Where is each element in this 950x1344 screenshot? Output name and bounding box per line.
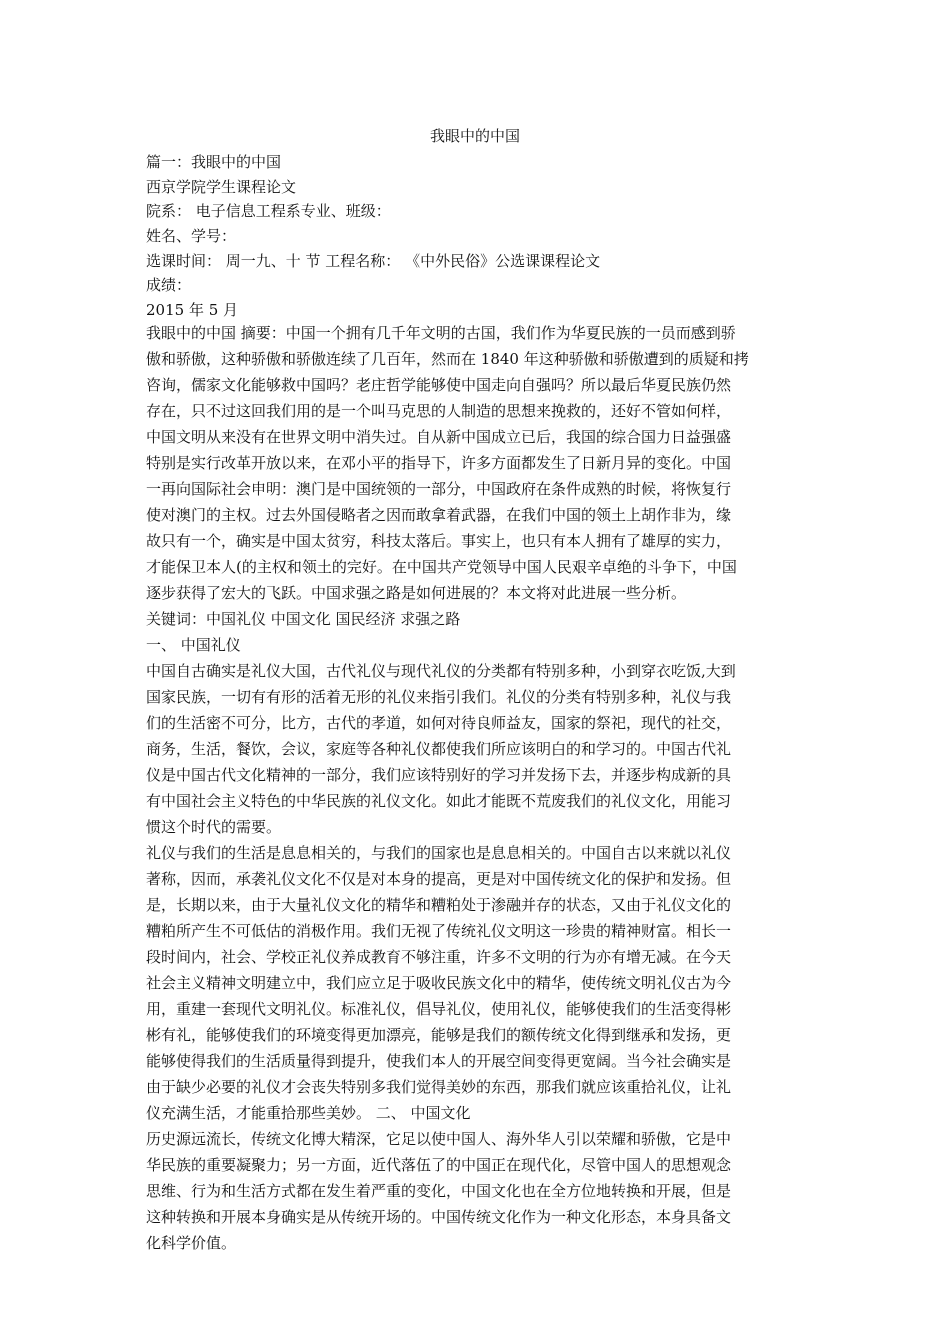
meta-line-5: 选课时间： 周一九、十 节 工程名称： 《中外民俗》公选课课程论文 [146,252,601,270]
paragraph-3 [146,1126,812,1256]
text-line: 著称，因而，承袭礼仪文化不仅是对本身的提高，更是对中国传统文化的保护和发扬。但 [146,870,732,888]
text-line: 礼仪与我们的生活是息息相关的，与我们的国家也是息息相关的。中国自古以来就以礼仪 [146,844,732,862]
text-line: 惯这个时代的需要。 [146,818,282,836]
text-line: 咨询，儒家文化能够救中国吗？老庄哲学能够使中国走向自强吗？所以最后华夏民族仍然 [146,376,732,394]
meta-line-3: 院系： 电子信息工程系专业、班级： [146,202,391,220]
text-line: 思维、行为和生活方式都在发生着严重的变化，中国文化也在全方位地转换和开展，但是 [146,1182,732,1200]
text-line: 是，长期以来，由于大量礼仪文化的精华和糟粕处于渗融并存的状态，又由于礼仪文化的 [146,896,732,914]
text-line: 糟粕所产生不可低估的消极作用。我们无视了传统礼仪文明这一珍贵的精神财富。相长一 [146,922,732,940]
text-line: 使对澳门的主权。过去外国侵略者之因而敢拿着武器，在我们中国的领土上胡作非为，缘 [146,506,732,524]
text-line: 社会主义精神文明建立中，我们应立足于吸收民族文化中的精华，使传统文明礼仪古为今 [146,974,732,992]
text-line: 一再向国际社会申明：澳门是中国统领的一部分，中国政府在条件成熟的时候，将恢复行 [146,480,732,498]
meta-line-7: 2015 年 5 月 [146,301,239,319]
section-heading-text: 一、 中国礼仪 [146,636,241,654]
text-line: 傲和骄傲，这种骄傲和骄傲连续了几百年，然而在 1840 年这种骄傲和骄傲遭到的质疑和拷 [146,350,749,368]
text-line: 仪是中国古代文化精神的一部分，我们应该特别好的学习并发扬下去，并逐步构成新的具 [146,766,732,784]
text-line: 中国自古确实是礼仪大国，古代礼仪与现代礼仪的分类都有特别多种，小到穿衣吃饭,大到 [146,662,736,680]
text-line: 这种转换和开展本身确实是从传统开场的。中国传统文化作为一种文化形态，本身具备文 [146,1208,732,1226]
meta-line-6: 成绩： [146,276,192,294]
paragraph-1 [146,658,812,840]
text-line: 商务，生活，餐饮，会议，家庭等各种礼仪都使我们所应该明白的和学习的。中国古代礼 [146,740,732,758]
document-body [146,320,812,1256]
keywords-text: 关键词：中国礼仪 中国文化 国民经济 求强之路 [146,610,461,628]
text-line: 段时间内，社会、学校正礼仪养成教育不够注重，许多不文明的行为亦有增无减。在今天 [146,948,732,966]
text-line: 逐步获得了宏大的飞跃。中国求强之路是如何进展的？本文将对此进展一些分析。 [146,584,687,602]
text-line: 彬有礼，能够使我们的环境变得更加漂亮，能够是我们的额传统文化得到继承和发扬，更 [146,1026,732,1044]
text-line: 化科学价值。 [146,1234,237,1252]
text-line: 国家民族，一切有有形的活着无形的礼仪来指引我们。礼仪的分类有特别多种，礼仪与我 [146,688,732,706]
abstract-paragraph [146,320,812,606]
text-line: 仪充满生活，才能重拾那些美妙。 二、 中国文化 [146,1104,471,1122]
meta-line-4: 姓名、学号： [146,227,237,245]
text-line: 特别是实行改革开放以来，在邓小平的指导下，许多方面都发生了日新月异的变化。中国 [146,454,732,472]
text-line: 存在，只不过这回我们用的是一个叫马克思的人制造的思想来挽救的，还好不管如何样， [146,402,732,420]
document-title: 我眼中的中国 [429,127,520,145]
text-line: 故只有一个，确实是中国太贫穷，科技太落后。事实上，也只有本人拥有了雄厚的实力， [146,532,732,550]
text-line: 中国文明从来没有在世界文明中消失过。自从新中国成立已后，我国的综合国力日益强盛 [146,428,732,446]
text-line: 华民族的重要凝聚力；另一方面，近代落伍了的中国正在现代化，尽管中国人的思想观念 [146,1156,732,1174]
text-line: 历史源远流长，传统文化博大精深，它足以使中国人、海外华人引以荣耀和骄傲，它是中 [146,1130,732,1148]
text-line: 有中国社会主义特色的中华民族的礼仪文化。如此才能既不荒废我们的礼仪文化，用能习 [146,792,732,810]
text-line: 能够使得我们的生活质量得到提升，使我们本人的开展空间变得更宽阔。当今社会确实是 [146,1052,732,1070]
section-heading-1 [146,632,812,658]
text-line: 我眼中的中国 摘要：中国一个拥有几千年文明的古国，我们作为华夏民族的一员而感到骄 [146,324,736,342]
paragraph-2 [146,840,812,1126]
text-line: 才能保卫本人(的主权和领土的完好。在中国共产党领导中国人民艰辛卓绝的斗争下，中国 [146,558,737,576]
text-line: 由于缺少必要的礼仪才会丧失特别多我们觉得美妙的东西，那我们就应该重拾礼仪，让礼 [146,1078,732,1096]
text-line: 们的生活密不可分，比方，古代的孝道，如何对待良师益友，国家的祭祀，现代的社交， [146,714,732,732]
meta-line-2: 西京学院学生课程论文 [146,178,297,196]
keywords [146,606,812,632]
meta-line-1: 篇一：我眼中的中国 [146,153,282,171]
text-line: 用，重建一套现代文明礼仪。标准礼仪，倡导礼仪，使用礼仪，能够使我们的生活变得彬 [146,1000,732,1018]
